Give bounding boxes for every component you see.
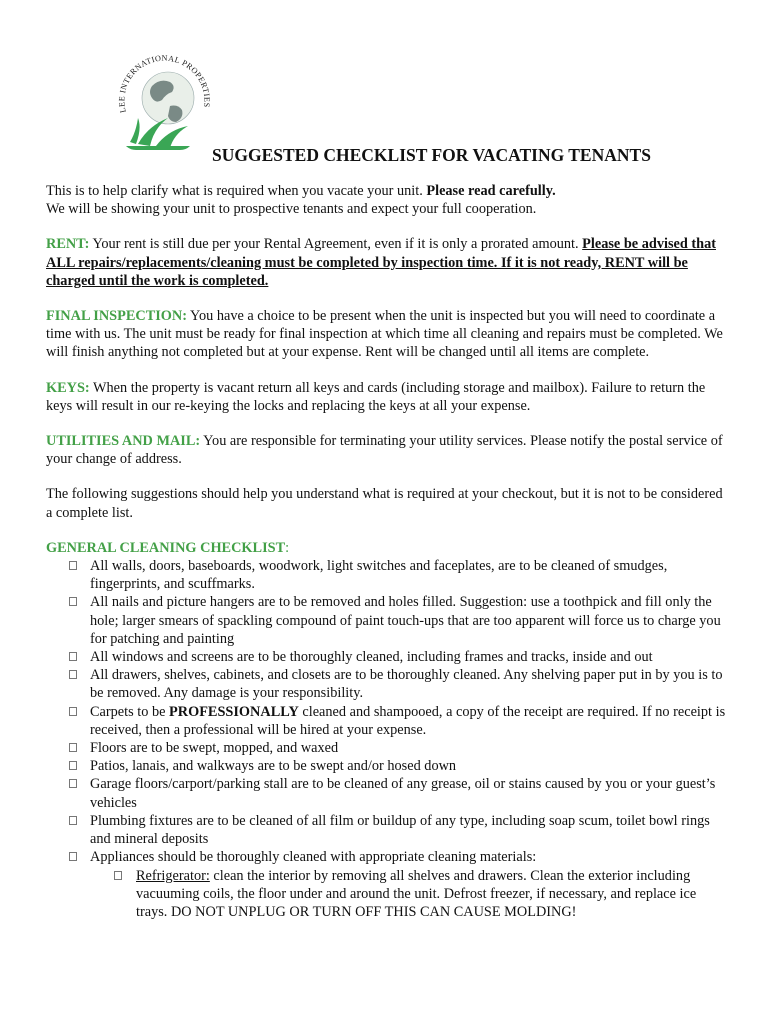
checklist-item: Appliances should be thoroughly cleaned with appropriate cleaning materials: Refrigerator: clean the interior by removing all shelves and drawers. Clean the exterior including vacuuming coils, the floor under and around the unit. Defrost freezer, if necessary, and replace ice trays. DO NOT UNPLUG OR TURN OFF THIS CAN CAUSE MOLDING! xyxy=(46,848,730,921)
keys-paragraph xyxy=(46,379,730,415)
rent-warning: Please be advised that ALL repairs/replacements/cleaning must be completed by inspection time. If it is not ready, RENT will be charged until the work is completed. xyxy=(46,236,717,289)
checklist-item: All drawers, shelves, cabinets, and closets are to be thoroughly cleaned. Any shelving paper put in by you is to be removed. Any damage is your responsibility. xyxy=(46,666,730,702)
checklist-item: Patios, lanais, and walkways are to be swept and/or hosed down xyxy=(46,757,730,775)
keys-heading: KEYS: xyxy=(46,379,90,396)
checklist-subitem: Refrigerator: clean the interior by removing all shelves and drawers. Clean the exterior including vacuuming coils, the floor under and around the unit. Defrost freezer, if necessary, and replace ice trays. DO NOT UNPLUG OR TURN OFF THIS CAN CAUSE MOLDING! xyxy=(90,867,730,922)
document-body xyxy=(46,182,730,921)
logo-arc-text: LEE INTERNATIONAL PROPERTIES xyxy=(117,53,212,114)
checkbox-icon[interactable] xyxy=(69,670,77,679)
appliances-sublist xyxy=(90,867,730,922)
checklist-item: Floors are to be swept, mopped, and waxed xyxy=(46,739,730,757)
checkbox-icon[interactable] xyxy=(69,852,77,861)
suggestions-paragraph: The following suggestions should help you understand what is required at your checkout, but it is not to be considered a complete list. xyxy=(46,486,723,521)
checkbox-icon[interactable] xyxy=(69,652,77,661)
checklist-item: All nails and picture hangers are to be removed and holes filled. Suggestion: use a toothpick and fill only the hole; larger smears of spackling compound of paint touch-ups that are too apparent will force us to charge you for patching and painting xyxy=(46,593,730,648)
keys-text: When the property is vacant return all keys and cards (including storage and mailbox). Failure to return the keys will result in our re-keying the locks and replacing the keys at all your expense. xyxy=(46,379,706,414)
general-cleaning-checklist xyxy=(46,557,730,921)
checkbox-icon[interactable] xyxy=(69,761,77,770)
intro-paragraph xyxy=(46,182,730,218)
utilities-paragraph xyxy=(46,432,730,468)
checklist-item: Garage floors/carport/parking stall are to be cleaned of any grease, oil or stains caused by you or your guest’s vehicles xyxy=(46,775,730,811)
checklist-item: Carpets to be PROFESSIONALLY cleaned and shampooed, a copy of the receipt are required. If no receipt is received, then a professional will be hired at your expense. xyxy=(46,703,730,739)
checkbox-icon[interactable] xyxy=(114,871,122,880)
utilities-text: You are responsible for terminating your utility services. Please notify the postal service of your change of address. xyxy=(46,433,723,468)
checkbox-icon[interactable] xyxy=(69,743,77,752)
company-logo xyxy=(112,50,216,150)
checklist-item: All windows and screens are to be thoroughly cleaned, including frames and tracks, inside and out xyxy=(46,648,730,666)
general-cleaning-heading-colon: : xyxy=(285,539,290,556)
intro-line1-bold: Please read carefully. xyxy=(426,183,556,199)
rent-paragraph xyxy=(46,235,730,290)
rent-heading: RENT: xyxy=(46,236,90,253)
checklist-item: Plumbing fixtures are to be cleaned of all film or buildup of any type, including soap scum, toilet bowl rings and mineral deposits xyxy=(46,812,730,848)
general-cleaning-heading-text: GENERAL CLEANING CHECKLIST xyxy=(46,539,286,556)
checklist-item: All walls, doors, baseboards, woodwork, light switches and faceplates, are to be cleaned of smudges, fingerprints, and scuffmarks. xyxy=(46,557,730,593)
page-title: SUGGESTED CHECKLIST FOR VACATING TENANTS xyxy=(212,145,651,165)
utilities-heading: UTILITIES AND MAIL: xyxy=(46,433,201,450)
checkbox-icon[interactable] xyxy=(69,816,77,825)
checkbox-icon[interactable] xyxy=(69,597,77,606)
final-inspection-text: You have a choice to be present when the unit is inspected but you will need to coordinate a time with us. The unit must be ready for final inspection at which time all cleaning and repairs must be completed. We will finish anything not completed but at your expense. Rent will be changed until all items are complete. xyxy=(46,308,723,361)
checkbox-icon[interactable] xyxy=(69,779,77,788)
intro-line1: This is to help clarify what is required when you vacate your unit. xyxy=(46,183,427,199)
general-cleaning-heading xyxy=(46,539,730,557)
final-inspection-heading: FINAL INSPECTION: xyxy=(46,308,188,325)
intro-line2: We will be showing your unit to prospective tenants and expect your full cooperation. xyxy=(46,201,537,218)
checkbox-icon[interactable] xyxy=(69,561,77,570)
final-inspection-paragraph xyxy=(46,307,730,362)
checkbox-icon[interactable] xyxy=(69,707,77,716)
rent-text: Your rent is still due per your Rental Agreement, even if it is only a prorated amount. xyxy=(89,236,583,253)
